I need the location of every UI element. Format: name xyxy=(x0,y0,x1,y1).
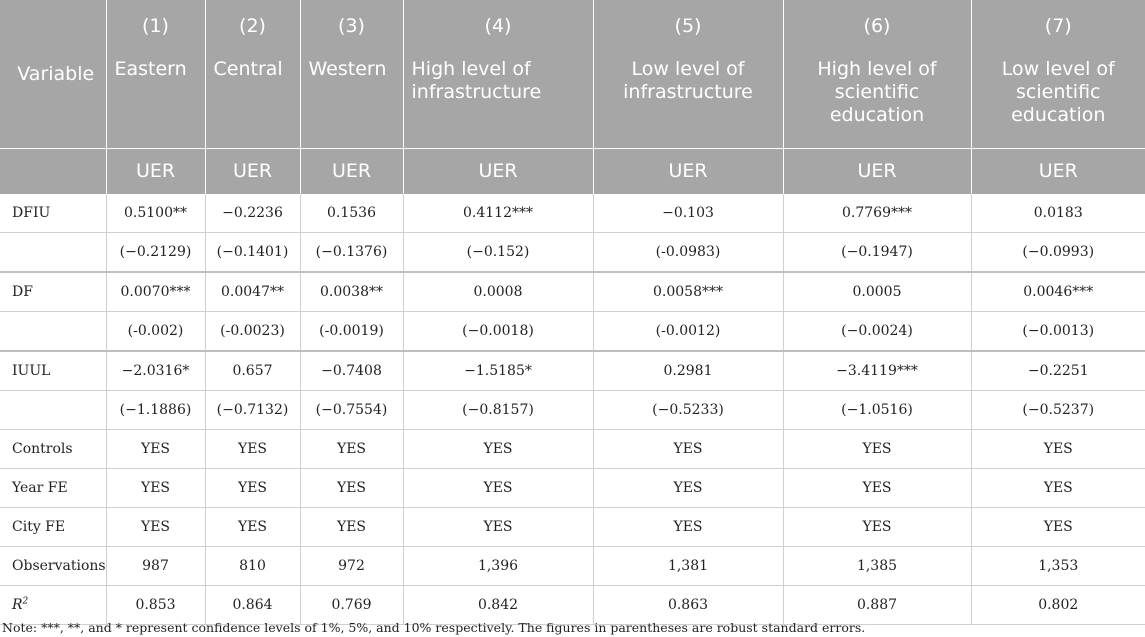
table-cell: (−0.2129) xyxy=(106,233,205,273)
column-number: (4) xyxy=(403,0,593,52)
column-name: Low level of infrastructure xyxy=(593,52,783,149)
table-cell: 0.769 xyxy=(300,586,403,625)
table-cell: YES xyxy=(593,508,783,547)
table-cell: 0.842 xyxy=(403,586,593,625)
table-cell: (−0.0018) xyxy=(403,312,593,352)
table-cell: YES xyxy=(300,469,403,508)
column-name: Eastern xyxy=(106,52,205,149)
table-header xyxy=(0,0,1145,194)
dependent-variable: UER xyxy=(300,149,403,195)
table-cell: −0.7408 xyxy=(300,351,403,391)
row-label xyxy=(0,312,106,352)
table-cell: 0.0058*** xyxy=(593,272,783,312)
table-cell: YES xyxy=(971,430,1145,469)
variable-header: Variable xyxy=(0,0,106,149)
header-blank-cell xyxy=(0,149,106,195)
table-row xyxy=(0,233,1145,273)
table-row xyxy=(0,194,1145,233)
column-name: Western xyxy=(300,52,403,149)
table-cell: (−0.0024) xyxy=(783,312,971,352)
row-label: DFIU xyxy=(0,194,106,233)
table-cell: YES xyxy=(205,430,300,469)
row-label: DF xyxy=(0,272,106,312)
table-cell: YES xyxy=(403,508,593,547)
table-cell: (-0.002) xyxy=(106,312,205,352)
table-cell: 1,353 xyxy=(971,547,1145,586)
table-cell: 0.0005 xyxy=(783,272,971,312)
dependent-variable: UER xyxy=(593,149,783,195)
table-cell: YES xyxy=(205,508,300,547)
table-row xyxy=(0,469,1145,508)
table-cell: 0.5100** xyxy=(106,194,205,233)
table-cell: (-0.0019) xyxy=(300,312,403,352)
row-label: City FE xyxy=(0,508,106,547)
header-row-column-numbers xyxy=(0,0,1145,52)
table-row xyxy=(0,351,1145,391)
table-row xyxy=(0,508,1145,547)
table-cell: (−0.5233) xyxy=(593,391,783,430)
column-name: High level of scientific education xyxy=(783,52,971,149)
table-row xyxy=(0,586,1145,625)
table-cell: 0.657 xyxy=(205,351,300,391)
table-cell: 0.7769*** xyxy=(783,194,971,233)
table-cell: YES xyxy=(971,469,1145,508)
table-cell: (−1.0516) xyxy=(783,391,971,430)
table-cell: 972 xyxy=(300,547,403,586)
row-label: IUUL xyxy=(0,351,106,391)
table-cell: 0.0046*** xyxy=(971,272,1145,312)
table-cell: YES xyxy=(783,508,971,547)
table-cell: 0.2981 xyxy=(593,351,783,391)
table-cell: 0.0047** xyxy=(205,272,300,312)
table-cell: 1,396 xyxy=(403,547,593,586)
dependent-variable: UER xyxy=(106,149,205,195)
column-number: (6) xyxy=(783,0,971,52)
table-row xyxy=(0,272,1145,312)
dependent-variable: UER xyxy=(205,149,300,195)
row-label-text: $R^2$ xyxy=(12,596,29,613)
table-cell: −0.2236 xyxy=(205,194,300,233)
table-cell: −2.0316* xyxy=(106,351,205,391)
table-cell: 0.0183 xyxy=(971,194,1145,233)
table-cell: 0.1536 xyxy=(300,194,403,233)
row-label: Year FE xyxy=(0,469,106,508)
table-cell: 0.864 xyxy=(205,586,300,625)
table-cell: (−0.0993) xyxy=(971,233,1145,273)
table-cell: 0.863 xyxy=(593,586,783,625)
table-cell: YES xyxy=(403,430,593,469)
row-label xyxy=(0,586,106,625)
table-cell: (−0.1401) xyxy=(205,233,300,273)
table-note: Note: ***, **, and * represent confidence levels of 1%, 5%, and 10% respectively. The figures in parentheses are robust standard errors. xyxy=(2,620,866,635)
column-number: (1) xyxy=(106,0,205,52)
column-number: (7) xyxy=(971,0,1145,52)
table-cell: (−0.1376) xyxy=(300,233,403,273)
column-number: (2) xyxy=(205,0,300,52)
table-cell: YES xyxy=(205,469,300,508)
table-cell: 1,385 xyxy=(783,547,971,586)
table-cell: YES xyxy=(783,469,971,508)
row-label: Observations xyxy=(0,547,106,586)
table-cell: (-0.0023) xyxy=(205,312,300,352)
table-cell: YES xyxy=(593,430,783,469)
table-cell: 1,381 xyxy=(593,547,783,586)
column-name: Central xyxy=(205,52,300,149)
table-cell: 0.0070*** xyxy=(106,272,205,312)
column-number: (5) xyxy=(593,0,783,52)
header-row-subsample-names xyxy=(0,52,1145,149)
column-number: (3) xyxy=(300,0,403,52)
table-cell: (-0.0012) xyxy=(593,312,783,352)
table-cell: (−1.1886) xyxy=(106,391,205,430)
table-cell: 0.887 xyxy=(783,586,971,625)
table-cell: YES xyxy=(971,508,1145,547)
table-cell: (-0.0983) xyxy=(593,233,783,273)
table-cell: (−0.5237) xyxy=(971,391,1145,430)
table-cell: 0.802 xyxy=(971,586,1145,625)
table-row xyxy=(0,391,1145,430)
table-cell: 0.0008 xyxy=(403,272,593,312)
row-label: Controls xyxy=(0,430,106,469)
table-cell: YES xyxy=(783,430,971,469)
table-cell: (−0.8157) xyxy=(403,391,593,430)
table-row xyxy=(0,430,1145,469)
table-cell: (−0.7554) xyxy=(300,391,403,430)
table-cell: 0.0038** xyxy=(300,272,403,312)
dependent-variable: UER xyxy=(783,149,971,195)
table-cell: 0.4112*** xyxy=(403,194,593,233)
column-name: High level of infrastructure xyxy=(403,52,593,149)
table-cell: −3.4119*** xyxy=(783,351,971,391)
table-cell: (−0.1947) xyxy=(783,233,971,273)
table-cell: YES xyxy=(106,469,205,508)
column-name: Low level of scientific education xyxy=(971,52,1145,149)
dependent-variable: UER xyxy=(403,149,593,195)
table-cell: YES xyxy=(300,508,403,547)
table-cell: (−0.152) xyxy=(403,233,593,273)
table-cell: YES xyxy=(593,469,783,508)
table-cell: −0.103 xyxy=(593,194,783,233)
row-label xyxy=(0,233,106,273)
table-body xyxy=(0,194,1145,625)
row-label xyxy=(0,391,106,430)
dependent-variable: UER xyxy=(971,149,1145,195)
table-cell: −0.2251 xyxy=(971,351,1145,391)
table-cell: YES xyxy=(106,508,205,547)
table-cell: 0.853 xyxy=(106,586,205,625)
table-cell: YES xyxy=(300,430,403,469)
table-cell: (−0.0013) xyxy=(971,312,1145,352)
table-row xyxy=(0,547,1145,586)
table-cell: (−0.7132) xyxy=(205,391,300,430)
table-cell: YES xyxy=(106,430,205,469)
header-row-dependent-variable xyxy=(0,149,1145,195)
table-cell: −1.5185* xyxy=(403,351,593,391)
row-label-superscript: 2 xyxy=(22,596,29,607)
table-cell: 987 xyxy=(106,547,205,586)
table-row xyxy=(0,312,1145,352)
table-cell: 810 xyxy=(205,547,300,586)
table-cell: YES xyxy=(403,469,593,508)
